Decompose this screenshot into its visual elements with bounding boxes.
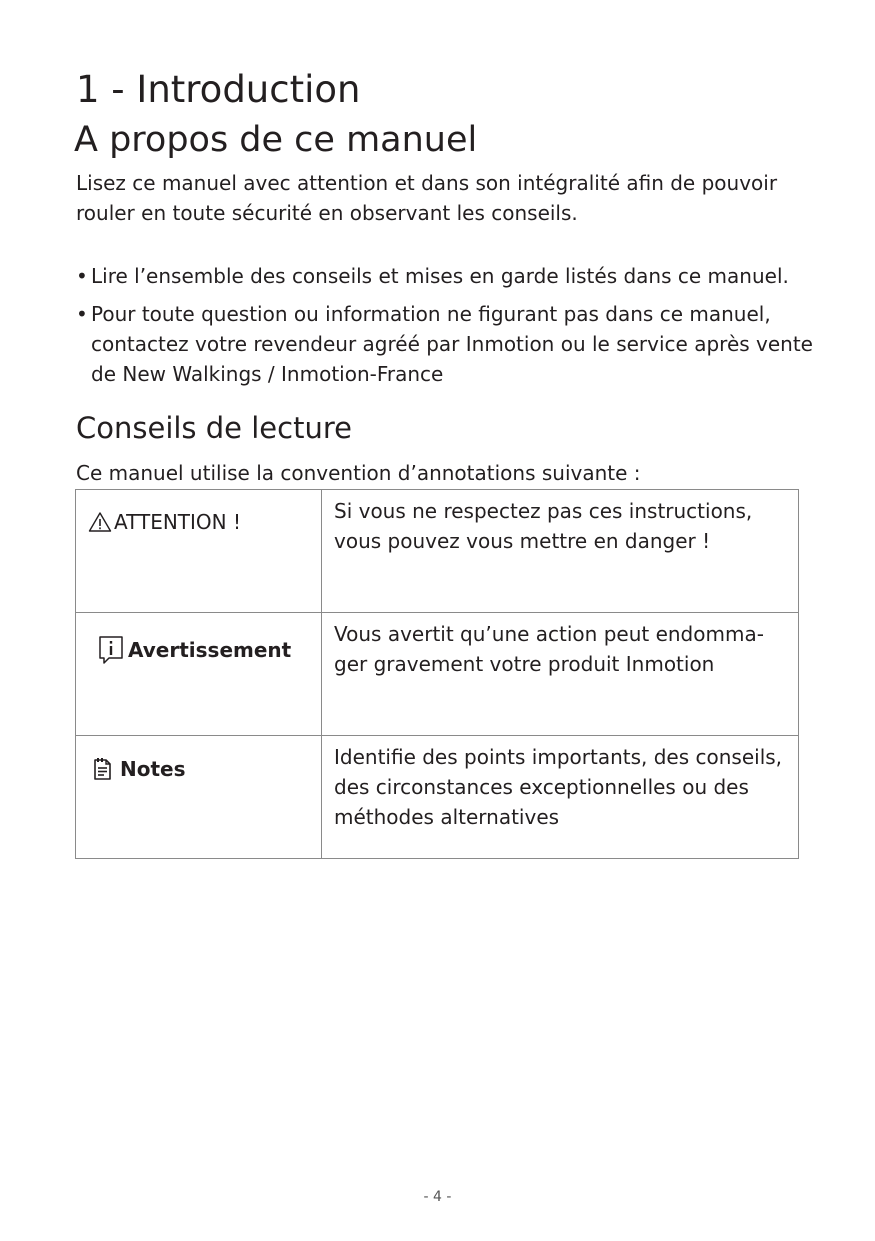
list-item-text: Lire l’ensemble des conseils et mises en garde listés dans ce manuel. xyxy=(91,264,789,288)
list-item xyxy=(76,299,816,389)
annotation-label: ATTENTION ! xyxy=(114,510,242,534)
annotation-description: Si vous ne respectez pas ces instructions, vous pouvez vous mettre en danger ! xyxy=(322,490,799,613)
table-row xyxy=(76,490,799,613)
table-cell-label xyxy=(76,490,322,613)
annotation-label: Avertissement xyxy=(128,638,292,662)
info-icon xyxy=(98,635,124,665)
chapter-title: 1 - Introduction xyxy=(76,68,361,111)
notes-icon xyxy=(92,757,112,781)
table-cell-label xyxy=(76,613,322,736)
bullet-symbol: • xyxy=(76,302,88,326)
table-row xyxy=(76,613,799,736)
subsection-title: Conseils de lecture xyxy=(76,411,352,445)
table-cell-label xyxy=(76,736,322,859)
page-number: - 4 - xyxy=(423,1189,452,1205)
section-title: A propos de ce manuel xyxy=(74,120,478,160)
bullet-symbol: • xyxy=(76,264,88,288)
advice-list xyxy=(76,261,816,397)
annotation-description: Identifie des points importants, des conseils, des circonstances exceptionnelles ou des méthodes alternatives xyxy=(322,736,799,859)
list-item-text: Pour toute question ou information ne figurant pas dans ce manuel, contactez votre revendeur agréé par Inmotion ou le service après vente de New Walkings / Inmotion-France xyxy=(91,302,813,386)
table-row xyxy=(76,736,799,859)
annotation-conventions-table xyxy=(75,489,799,859)
table-caption: Ce manuel utilise la convention d’annotations suivante : xyxy=(76,461,641,485)
warning-triangle-icon xyxy=(88,511,112,533)
intro-paragraph: Lisez ce manuel avec attention et dans son intégralité afin de pouvoir rouler en toute sécurité en observant les conseils. xyxy=(76,171,778,225)
list-item xyxy=(76,261,816,291)
annotation-label: Notes xyxy=(120,757,186,781)
annotation-description: Vous avertit qu’une action peut endomma-ger gravement votre produit Inmotion xyxy=(322,613,799,736)
